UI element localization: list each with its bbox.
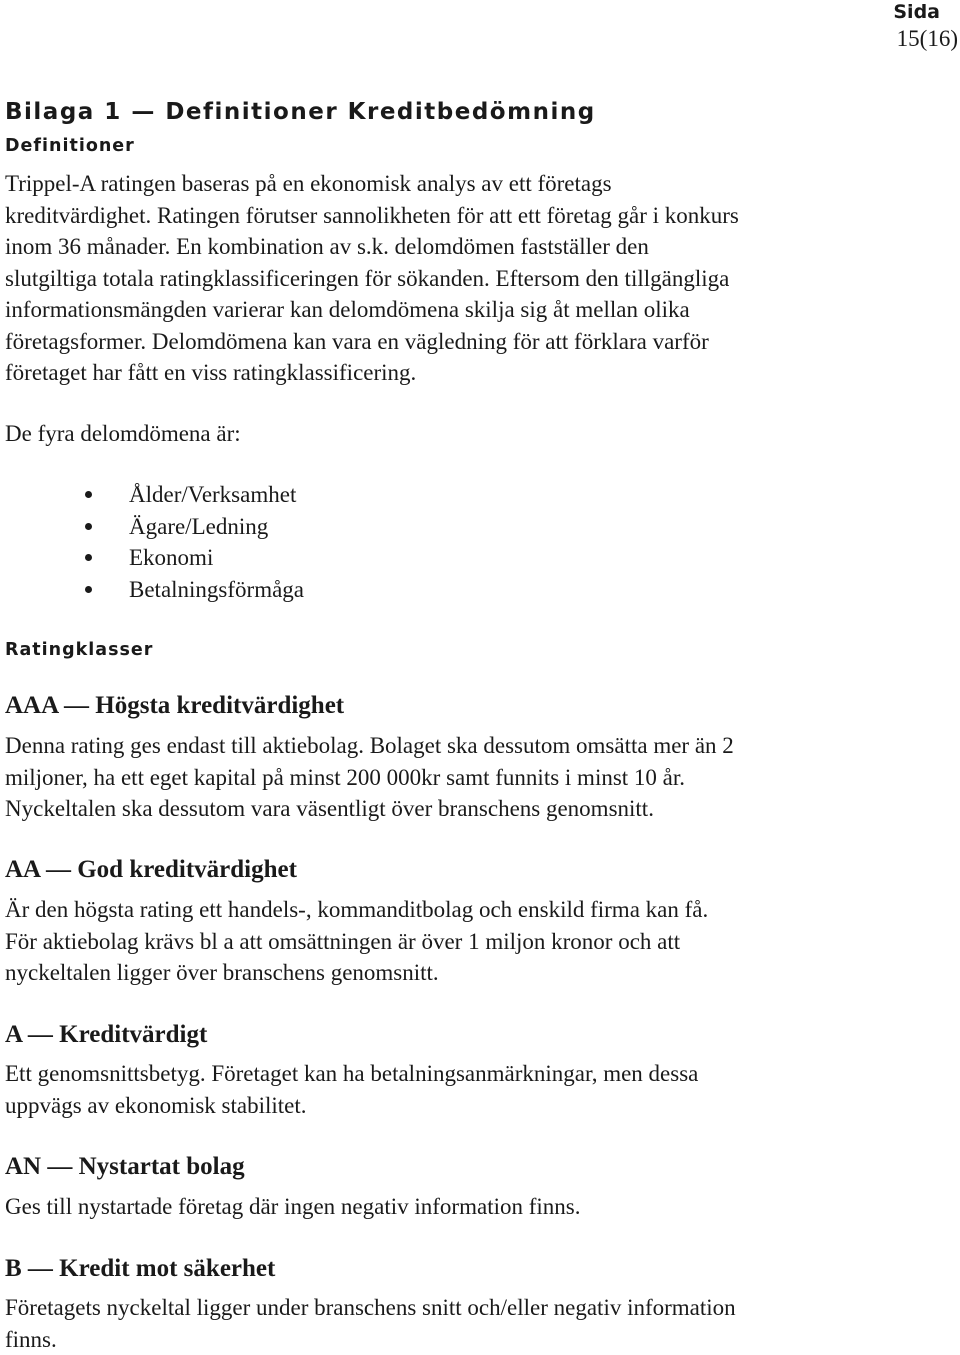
four-parts-intro: De fyra delomdömena är: [5, 418, 955, 450]
rating-class-text-a [5, 1058, 955, 1121]
text-line: nyckeltalen ligger över branschens genomsnitt. [5, 957, 955, 989]
rating-class-text-aa [5, 894, 955, 989]
rating-class-title-aa: AA — God kreditvärdighet [5, 854, 297, 885]
rating-class-text-an [5, 1191, 955, 1223]
text-line: uppvägs av ekonomisk stabilitet. [5, 1090, 955, 1122]
text-line: Företagets nyckeltal ligger under branschens snitt och/eller negativ information [5, 1292, 955, 1324]
intro-line: inom 36 månader. En kombination av s.k. delomdömen fastställer den [5, 231, 955, 263]
intro-line: företagsformer. Delomdömena kan vara en vägledning för att förklara varför [5, 326, 955, 358]
parts-list [80, 479, 304, 605]
intro-line: slutgiltiga totala ratingklassificeringen för sökanden. Eftersom den tillgängliga [5, 263, 955, 295]
page-number: 15(16) [897, 24, 958, 54]
list-item [80, 479, 304, 511]
bullet-icon [85, 491, 92, 498]
text-line: Nyckeltalen ska dessutom vara väsentligt över branschens genomsnitt. [5, 793, 955, 825]
text-line: Ges till nystartade företag där ingen negativ information finns. [5, 1191, 955, 1223]
rating-class-title-aaa: AAA — Högsta kreditvärdighet [5, 690, 344, 721]
bullet-icon [85, 554, 92, 561]
bullet-icon [85, 586, 92, 593]
text-line: För aktiebolag krävs bl a att omsättningen är över 1 miljon kronor och att [5, 926, 955, 958]
text-line: Är den högsta rating ett handels-, kommanditbolag och enskild firma kan få. [5, 894, 955, 926]
list-item [80, 511, 304, 543]
part-label: Ekonomi [129, 545, 213, 570]
rating-class-text-aaa [5, 730, 955, 825]
rating-class-title-b: B — Kredit mot säkerhet [5, 1253, 275, 1284]
text-line: Ett genomsnittsbetyg. Företaget kan ha betalningsanmärkningar, men dessa [5, 1058, 955, 1090]
part-label: Betalningsförmåga [129, 577, 304, 602]
list-item [80, 574, 304, 606]
rating-class-text-b [5, 1292, 955, 1355]
part-label: Ägare/Ledning [129, 514, 268, 539]
intro-line: informationsmängden varierar kan delomdömena skilja sig åt mellan olika [5, 294, 955, 326]
intro-line: Trippel-A ratingen baseras på en ekonomisk analys av ett företags [5, 168, 955, 200]
page-label: Sida [893, 0, 940, 24]
definitions-heading: Definitioner [5, 134, 135, 158]
rating-class-title-an: AN — Nystartat bolag [5, 1151, 245, 1182]
text-line: miljoner, ha ett eget kapital på minst 200 000kr samt funnits i minst 10 år. [5, 762, 955, 794]
rating-classes-heading: Ratingklasser [5, 638, 153, 662]
appendix-title: Bilaga 1 — Definitioner Kreditbedömning [5, 97, 596, 127]
bullet-icon [85, 523, 92, 530]
list-item [80, 542, 304, 574]
part-label: Ålder/Verksamhet [129, 482, 296, 507]
intro-line: företaget har fått en viss ratingklassificering. [5, 357, 955, 389]
text-line: finns. [5, 1324, 955, 1355]
text-line: Denna rating ges endast till aktiebolag. Bolaget ska dessutom omsätta mer än 2 [5, 730, 955, 762]
definitions-intro [5, 168, 955, 389]
intro-line: kreditvärdighet. Ratingen förutser sannolikheten för att ett företag går i konkurs [5, 200, 955, 232]
rating-class-title-a: A — Kreditvärdigt [5, 1019, 207, 1050]
